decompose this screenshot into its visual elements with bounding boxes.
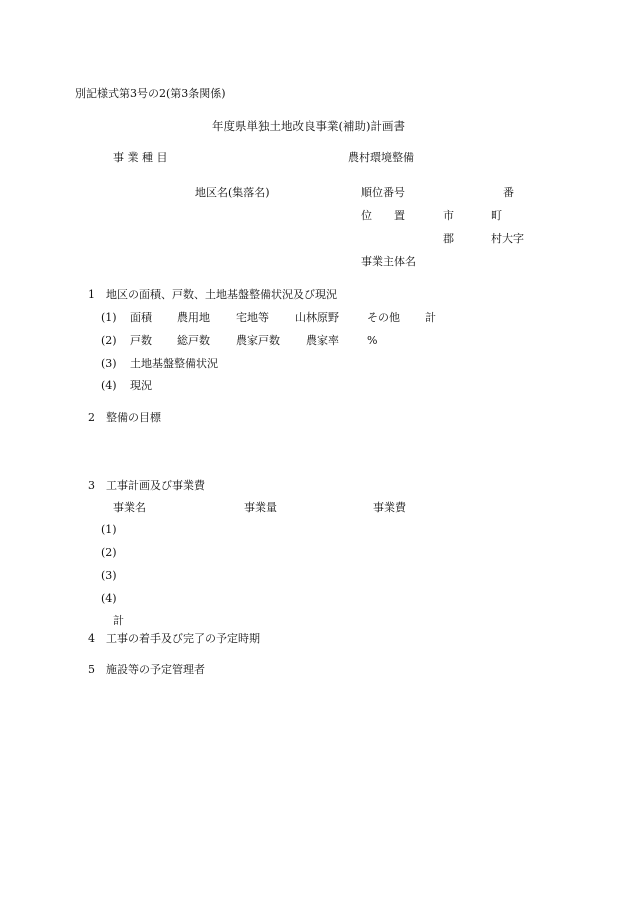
form-ref: 別記様式第3号の2(第3条関係) bbox=[75, 87, 226, 100]
section2-heading: 2 整備の目標 bbox=[88, 411, 161, 424]
area-col-forest: 山林原野 bbox=[295, 311, 339, 324]
location-label: 位 置 bbox=[361, 209, 405, 222]
area-col-total: 計 bbox=[425, 311, 436, 324]
project-row-4: (4) bbox=[101, 592, 117, 605]
section1-heading: 1 地区の面積、戸数、土地基盤整備状況及び現況 bbox=[88, 288, 337, 301]
area-label: 面積 bbox=[130, 311, 152, 324]
priority-suffix: 番 bbox=[503, 186, 514, 199]
section4-heading: 4 工事の着手及び完了の予定時期 bbox=[88, 632, 260, 645]
county-label: 郡 bbox=[443, 232, 454, 245]
section3-heading: 3 工事計画及び事業費 bbox=[88, 479, 205, 492]
col-project-name: 事業名 bbox=[113, 501, 146, 514]
town-label: 町 bbox=[491, 209, 502, 222]
col-project-cost: 事業費 bbox=[373, 501, 406, 514]
district-name-label: 地区名(集落名) bbox=[195, 186, 270, 199]
project-total: 計 bbox=[113, 614, 124, 627]
households-num: (2) bbox=[101, 334, 117, 347]
infrastructure-num: (3) bbox=[101, 357, 117, 370]
households-col-total: 総戸数 bbox=[177, 334, 210, 347]
area-col-farmland: 農用地 bbox=[177, 311, 210, 324]
area-col-residential: 宅地等 bbox=[236, 311, 269, 324]
priority-label: 順位番号 bbox=[361, 186, 405, 199]
col-project-volume: 事業量 bbox=[244, 501, 277, 514]
project-row-2: (2) bbox=[101, 546, 117, 559]
project-row-3: (3) bbox=[101, 569, 117, 582]
households-col-percent: % bbox=[367, 334, 378, 347]
section5-heading: 5 施設等の予定管理者 bbox=[88, 663, 205, 676]
area-num: (1) bbox=[101, 311, 117, 324]
document-title: 年度県単独土地改良事業(補助)計画書 bbox=[212, 119, 405, 133]
business-type-value: 農村環境整備 bbox=[348, 151, 414, 164]
city-label: 市 bbox=[443, 209, 454, 222]
village-label: 村大字 bbox=[491, 232, 524, 245]
operator-label: 事業主体名 bbox=[361, 255, 416, 268]
infrastructure-label: 土地基盤整備状況 bbox=[130, 357, 218, 370]
households-label: 戸数 bbox=[130, 334, 152, 347]
area-col-other: その他 bbox=[367, 311, 400, 324]
households-col-rate: 農家率 bbox=[306, 334, 339, 347]
status-num: (4) bbox=[101, 379, 117, 392]
business-type-label: 事 業 種 目 bbox=[113, 151, 168, 164]
project-row-1: (1) bbox=[101, 523, 117, 536]
households-col-farm: 農家戸数 bbox=[236, 334, 280, 347]
status-label: 現況 bbox=[130, 379, 152, 392]
